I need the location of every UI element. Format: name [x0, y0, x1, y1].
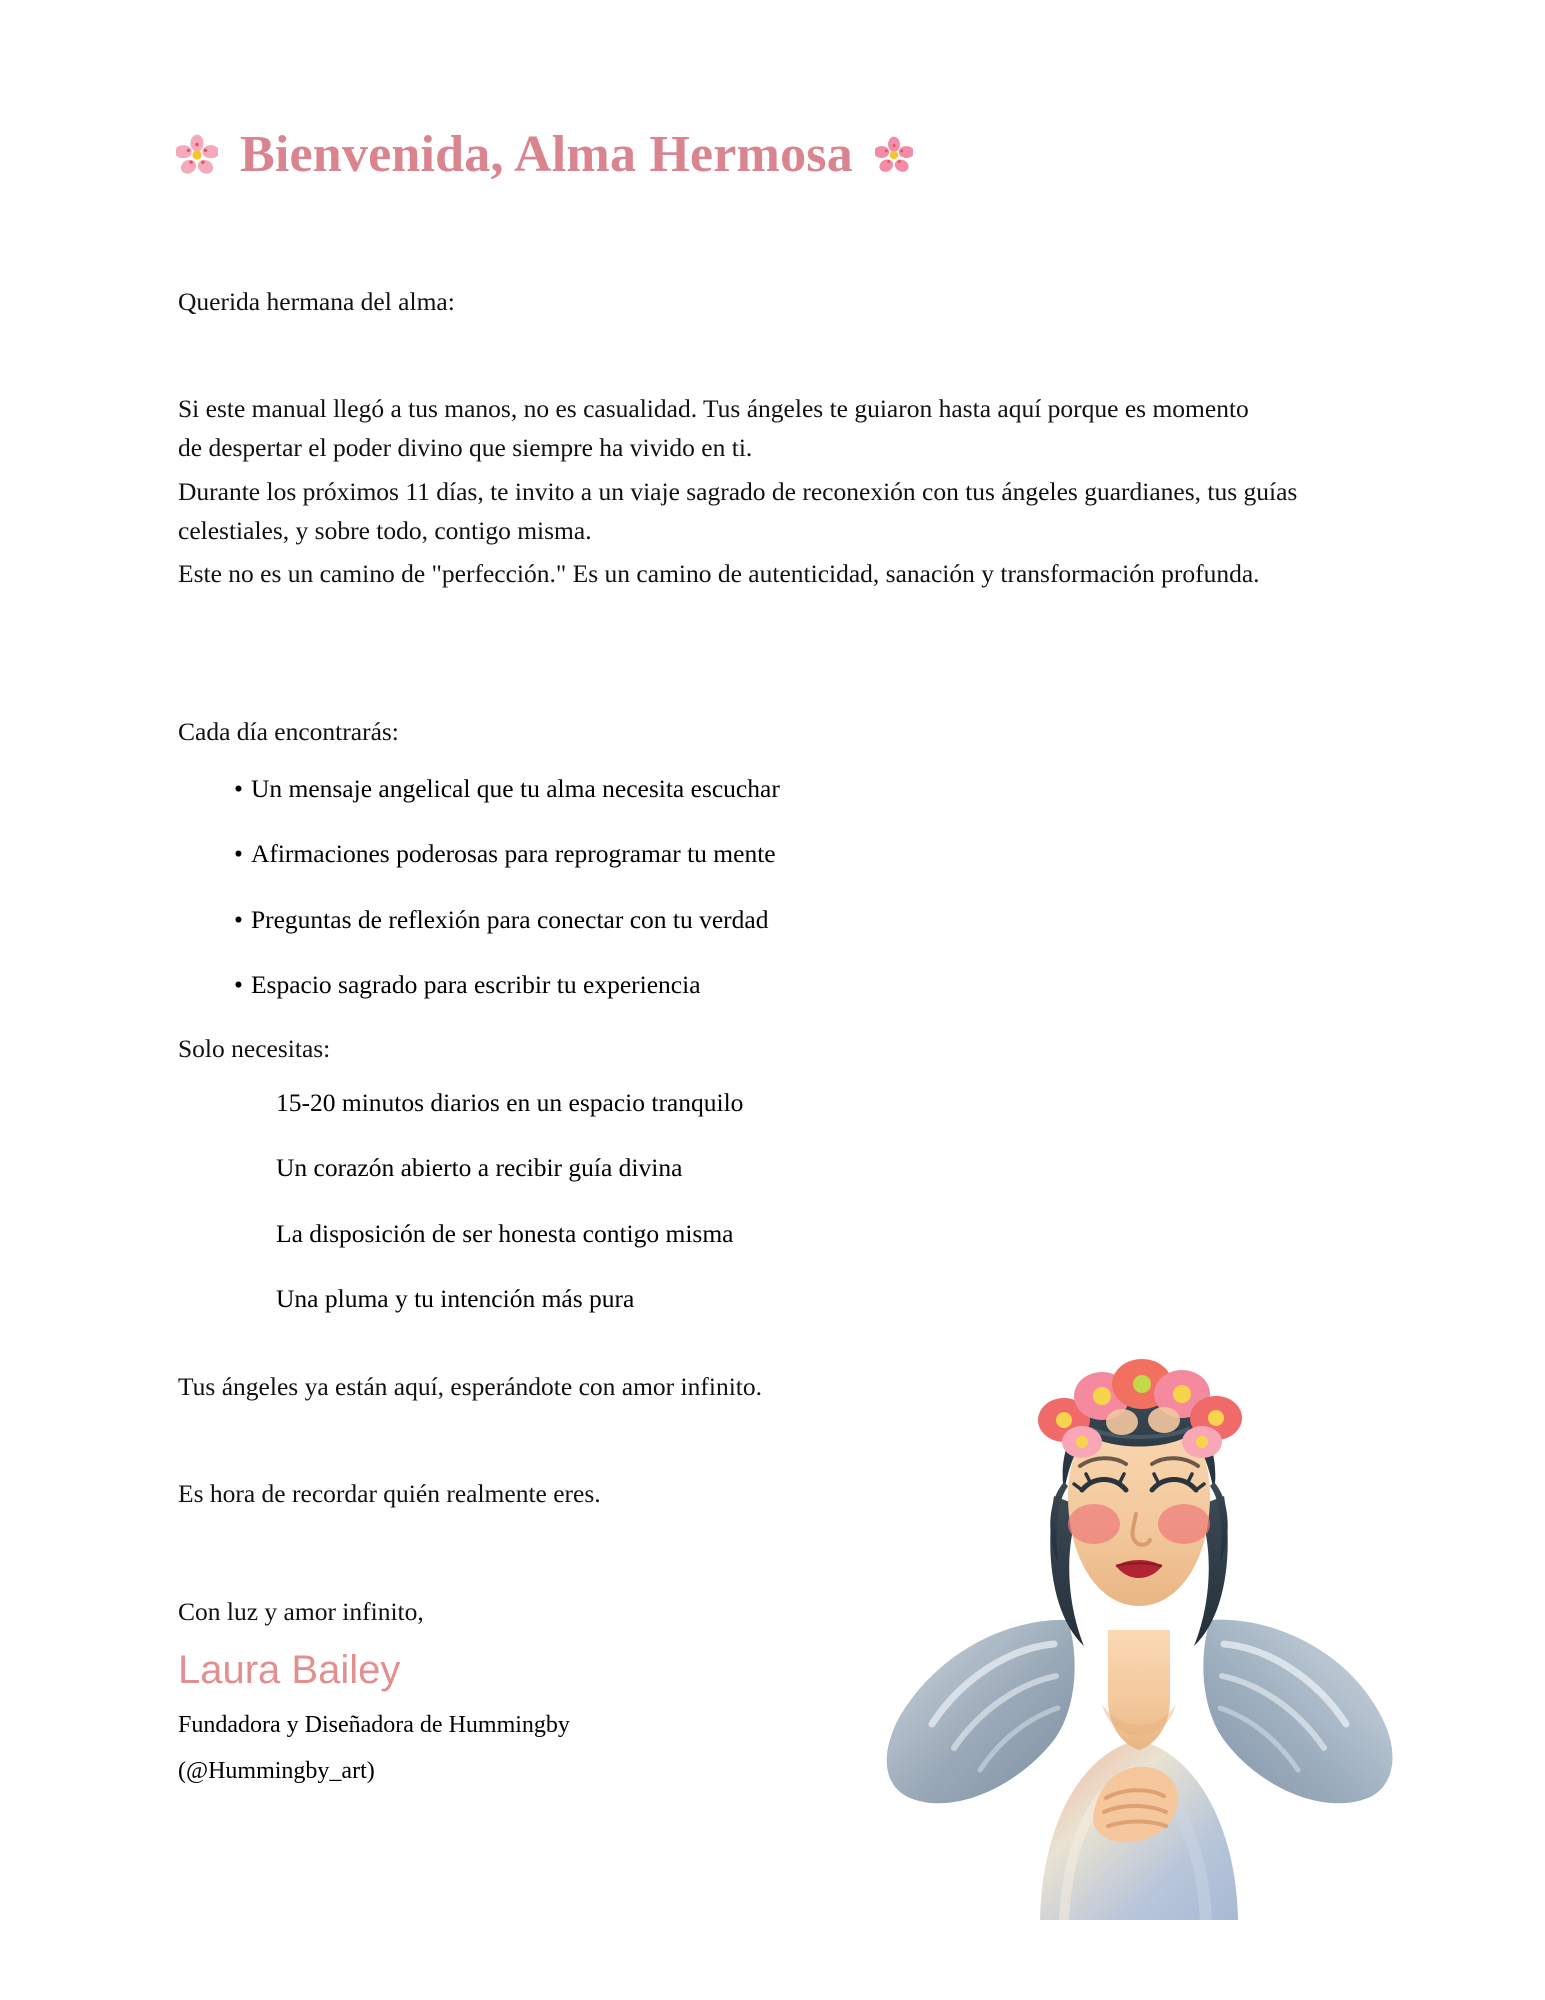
list-item: Una pluma y tu intención más pura: [276, 1283, 635, 1313]
list-item-label: Espacio sagrado para escribir tu experiencia: [250, 969, 701, 999]
cherry-blossom-icon: [176, 134, 218, 176]
angel-wing-right-icon: [1203, 1620, 1392, 1804]
daily-contents-list: [234, 770, 1134, 1031]
list-item: 15-20 minutos diarios en un espacio tranquilo: [276, 1088, 744, 1117]
list-item: La disposición de ser honesta contigo misma: [276, 1218, 734, 1248]
salutation-line: Querida hermana del alma:: [178, 287, 455, 316]
bullet-marker-icon: •: [234, 904, 243, 934]
signature-block: [178, 1593, 938, 1794]
list-item: [234, 901, 1134, 939]
closing-line-1: Tus ángeles ya están aquí, esperándote con amor infinito.: [178, 1372, 762, 1401]
signature-name: Laura Bailey: [178, 1648, 401, 1693]
list-item: [234, 835, 1134, 873]
page-title: [176, 128, 913, 183]
angel-wing-left-icon: [887, 1620, 1075, 1803]
bullet-marker-icon: •: [234, 969, 243, 999]
list-item-label: Afirmaciones poderosas para reprogramar tu mente: [250, 839, 776, 869]
intro-paragraph-2: Durante los próximos 11 días, te invito a un viaje sagrado de reconexión con tus ángeles guardianes, tus guías celestiales, y sobre todo, contigo misma.: [178, 477, 1298, 545]
bullet-marker-icon: •: [234, 774, 243, 803]
list-item: [234, 966, 1134, 1004]
signature-handle: (@Hummingby_art): [178, 1757, 375, 1784]
intro-paragraph-1: Si este manual llegó a tus manos, no es casualidad. Tus ángeles te guiaron hasta aquí porque es momento de despertar el poder divino que siempre ha vivido en ti.: [178, 394, 1249, 462]
list-item: [234, 770, 1134, 808]
list-item-label: Un mensaje angelical que tu alma necesita escuchar: [250, 774, 780, 803]
list-item: Un corazón abierto a recibir guía divina: [276, 1153, 683, 1183]
signature-salutation: Con luz y amor infinito,: [178, 1597, 424, 1626]
list-item-label: Preguntas de reflexión para conectar con tu verdad: [250, 904, 769, 934]
angel-woman-flower-crown-illustration: [858, 1300, 1418, 1920]
bullets-heading: Cada día encontrarás:: [178, 717, 399, 746]
needs-heading: Solo necesitas:: [178, 1034, 331, 1063]
signature-role: Fundadora y Diseñadora de Hummingby: [178, 1712, 570, 1739]
cherry-blossom-icon: [875, 136, 913, 174]
page-title-text: Bienvenida, Alma Hermosa: [240, 126, 853, 183]
closing-line-2: Es hora de recordar quién realmente eres.: [178, 1479, 601, 1508]
intro-paragraph-3: Este no es un camino de "perfección." Es un camino de autenticidad, sanación y transformación profunda.: [178, 559, 1260, 588]
bullet-marker-icon: •: [234, 839, 243, 869]
